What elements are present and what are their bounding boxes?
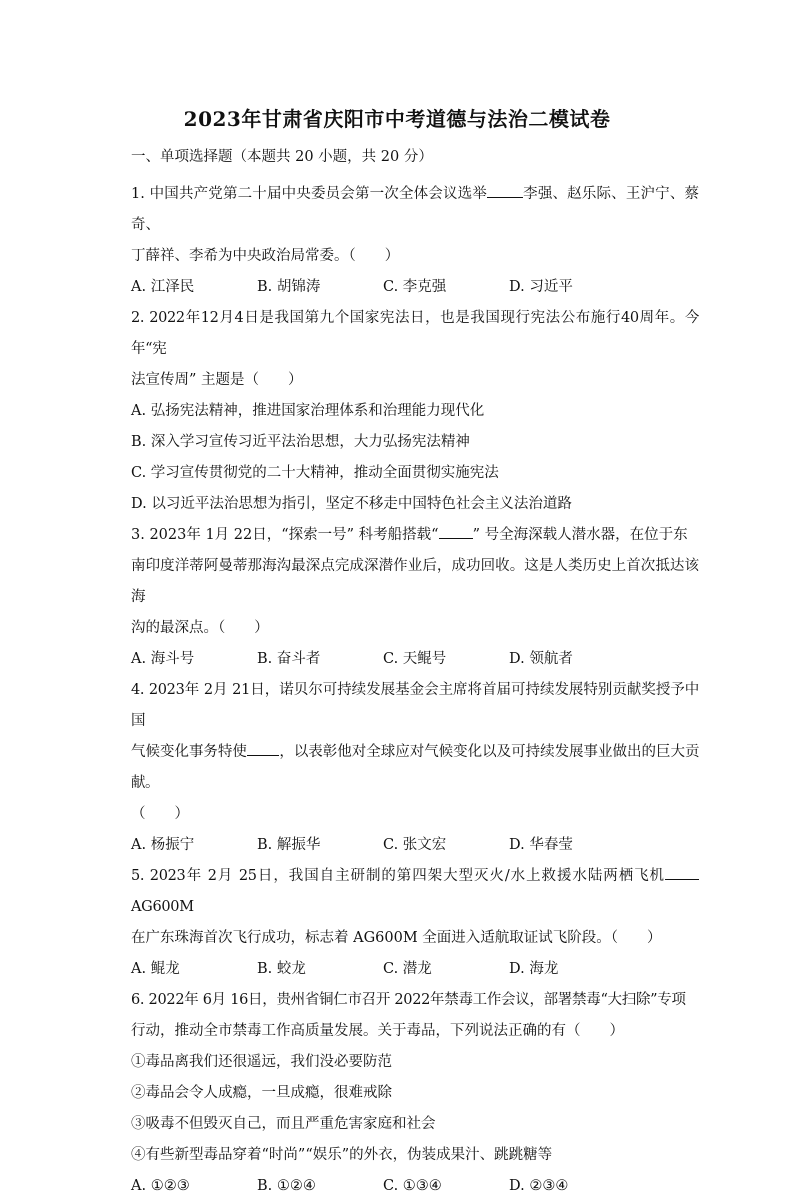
question-text-line: 在广东珠海首次飞行成功，标志着 AG600M 全面进入适航取证试飞阶段。（ ） xyxy=(131,930,662,946)
question-text-line xyxy=(131,861,699,923)
answer-blank xyxy=(439,524,473,539)
statement-1: ①毒品离我们还很遥远，我们没必要防范 xyxy=(131,1054,392,1070)
option-c[interactable]: C. 学习宣传贯彻党的二十大精神，推动全面贯彻实施宪法 xyxy=(131,465,499,481)
option-d[interactable]: D. ②③④ xyxy=(509,1178,569,1194)
answer-blank xyxy=(247,741,279,756)
page-title: 2023年甘肃省庆阳市中考道德与法治二模试卷 xyxy=(183,107,611,131)
question-6 xyxy=(131,985,699,1202)
text-segment: 1. 中国共产党第二十届中央委员会第一次全体会议选举 xyxy=(131,186,487,202)
option-b[interactable]: B. 奋斗者 xyxy=(257,651,321,667)
option-b[interactable]: B. 解振华 xyxy=(257,837,321,853)
option-c[interactable]: C. 潜龙 xyxy=(383,961,432,977)
option-c[interactable]: C. 李克强 xyxy=(383,279,447,295)
text-segment: 5. 2023年 2月 25日，我国自主研制的第四架大型灭火/水上救援水陆两栖飞机 xyxy=(131,868,665,884)
text-segment: ” 号全海深载人潜水器，在位于东 xyxy=(472,527,688,543)
option-a[interactable]: A. 杨振宁 xyxy=(131,837,195,853)
option-a[interactable]: A. 海斗号 xyxy=(131,651,195,667)
question-text-line: 丁薛祥、李希为中央政治局常委。（ ） xyxy=(131,248,400,264)
question-2 xyxy=(131,303,699,520)
question-text-line xyxy=(131,520,699,551)
option-d[interactable]: D. 习近平 xyxy=(509,279,573,295)
option-a[interactable]: A. ①②③ xyxy=(131,1178,190,1194)
question-text-line: 法宣传周” 主题是（ ） xyxy=(131,372,303,388)
option-a[interactable]: A. 江泽民 xyxy=(131,279,195,295)
option-a[interactable]: A. 弘扬宪法精神，推进国家治理体系和治理能力现代化 xyxy=(131,403,485,419)
options-row xyxy=(131,272,699,303)
statement-2: ②毒品会令人成瘾，一旦成瘾，很难戒除 xyxy=(131,1085,392,1101)
option-d[interactable]: D. 海龙 xyxy=(509,961,559,977)
option-b[interactable]: B. ①②④ xyxy=(257,1178,316,1194)
text-segment: 李强、赵乐际、王沪宁、蔡奇、 xyxy=(131,186,699,233)
question-text-line: 南印度洋蒂阿曼蒂那海沟最深点完成深潜作业后，成功回收。这是人类历史上首次抵达该海 xyxy=(131,558,699,605)
question-text-line: 6. 2022年 6月 16日，贵州省铜仁市召开 2022年禁毒工作会议，部署禁毒“大扫除”专项 xyxy=(131,992,686,1008)
option-b[interactable]: B. 胡锦涛 xyxy=(257,279,321,295)
text-segment: 3. 2023年 1月 22日，“探索一号” 科考船搭载“ xyxy=(131,527,439,543)
answer-blank xyxy=(487,183,523,198)
question-1 xyxy=(131,179,699,303)
question-3 xyxy=(131,520,699,675)
option-c[interactable]: C. 天鲲号 xyxy=(383,651,447,667)
text-segment: ，以表彰他对全球应对气候变化以及可持续发展事业做出的巨大贡献。 xyxy=(131,744,699,791)
option-a[interactable]: A. 鲲龙 xyxy=(131,961,180,977)
question-text-line xyxy=(131,737,699,799)
statement-4: ④有些新型毒品穿着“时尚”“娱乐”的外衣，伪装成果汁、跳跳糖等 xyxy=(131,1147,553,1163)
exam-content xyxy=(131,147,699,1202)
options-row xyxy=(131,830,699,861)
question-5 xyxy=(131,861,699,985)
question-4 xyxy=(131,675,699,861)
text-segment: AG600M xyxy=(131,899,194,915)
option-d[interactable]: D. 领航者 xyxy=(509,651,573,667)
question-text-line: （ ） xyxy=(131,806,189,822)
option-d[interactable]: D. 华春莹 xyxy=(509,837,573,853)
text-segment: 气候变化事务特使 xyxy=(131,744,247,760)
question-text-line: 4. 2023年 2月 21日，诺贝尔可持续发展基金会主席将首届可持续发展特别贡献奖授予中国 xyxy=(131,682,699,729)
option-b[interactable]: B. 深入学习宣传习近平法治思想，大力弘扬宪法精神 xyxy=(131,434,470,450)
question-text-line xyxy=(131,179,699,241)
option-d[interactable]: D. 以习近平法治思想为指引，坚定不移走中国特色社会主义法治道路 xyxy=(131,496,572,512)
statement-3: ③吸毒不但毁灭自己，而且严重危害家庭和社会 xyxy=(131,1116,436,1132)
option-c[interactable]: C. ①③④ xyxy=(383,1178,442,1194)
question-text-line: 2. 2022年12月4日是我国第九个国家宪法日，也是我国现行宪法公布施行40周年。今年“宪 xyxy=(131,310,699,357)
option-c[interactable]: C. 张文宏 xyxy=(383,837,447,853)
question-text-line: 沟的最深点。（ ） xyxy=(131,620,269,636)
question-text-line: 行动，推动全市禁毒工作高质量发展。关于毒品，下列说法正确的有（ ） xyxy=(131,1023,624,1039)
options-row xyxy=(131,644,699,675)
options-row xyxy=(131,1171,699,1202)
options-row xyxy=(131,954,699,985)
answer-blank xyxy=(665,865,699,880)
option-b[interactable]: B. 蛟龙 xyxy=(257,961,306,977)
section-heading: 一、单项选择题（本题共 20 小题，共 20 分） xyxy=(131,149,433,165)
